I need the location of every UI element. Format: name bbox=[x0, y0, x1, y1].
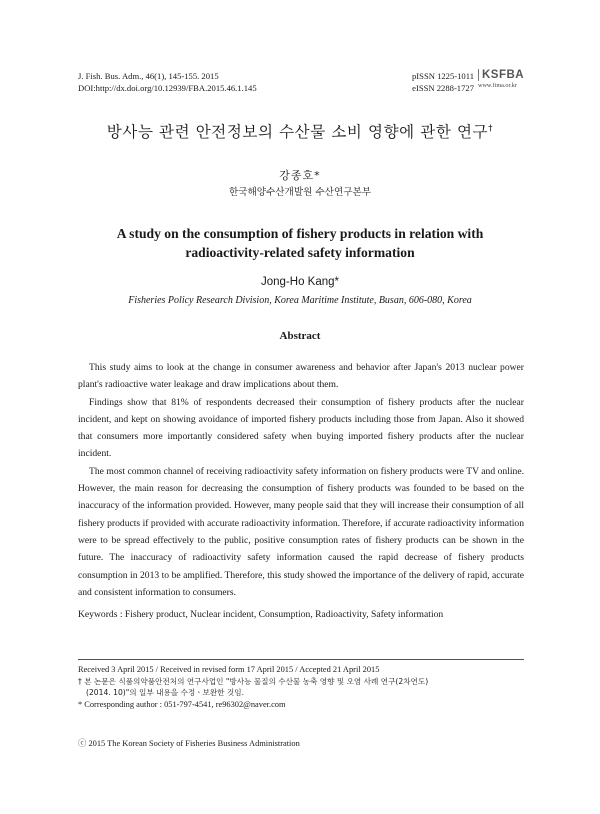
received-dates: Received 3 April 2015 / Received in revised form 17 April 2015 / Accepted 21 April 2015 bbox=[78, 665, 380, 674]
copyright: ⓒ 2015 The Korean Society of Fisheries Business Administration bbox=[78, 739, 300, 748]
english-affiliation: Fisheries Policy Research Division, Korea Maritime Institute, Busan, 606-080, Korea bbox=[128, 295, 472, 306]
abstract-paragraph: This study aims to look at the change in consumer awareness and behavior after Japan's 2013 nuclear power plant's radioactive water leakage and draw implications about them. bbox=[78, 362, 524, 391]
english-title-line2: radioactivity-related safety information bbox=[185, 245, 415, 260]
english-title bbox=[0, 224, 600, 262]
funding-note-line1: † 본 논문은 식품의약품안전처의 연구사업인 "방사능 물질의 수산물 농축 영향 및 오염 사례 연구(2차연도) bbox=[78, 676, 429, 686]
logo-url[interactable]: www.fima.or.kr bbox=[478, 82, 517, 89]
english-author: Jong-Ho Kang* bbox=[261, 276, 339, 288]
society-logo bbox=[478, 69, 524, 90]
footnote-divider bbox=[78, 659, 524, 660]
english-title-line1: A study on the consumption of fishery products in relation with bbox=[116, 226, 484, 241]
funding-note-line2: (2014. 10)"의 일부 내용을 수정ㆍ보완한 것임. bbox=[86, 688, 244, 698]
korean-title bbox=[0, 120, 600, 142]
abstract-paragraph: The most common channel of receiving radioactivity safety information on fishery products were TV and online. However, the main reason for decreasing the consumption of fishery products was founded to be based on the inaccuracy of the information provided. However, many people said that they will increase their consumption of all fishery products if provided with accurate radioactivity information. Therefore, if accurate radioactivity information were to be spread effectively to the public, positive consumption rates of fishery products can be shown in the future. The inaccuracy of radioactivity safety information caused the rapid decrease of fishery products consumption in 2013 to be amplified. Therefore, this study showed the importance of the delivery of rapid, accurate and consistent information to consumers. bbox=[78, 465, 524, 598]
logo-text: KSFBA bbox=[478, 69, 524, 81]
keywords: Keywords : Fishery product, Nuclear incident, Consumption, Radioactivity, Safety information bbox=[78, 609, 444, 620]
abstract-body bbox=[78, 359, 524, 601]
abstract-heading: Abstract bbox=[279, 330, 321, 342]
title-dagger-mark: † bbox=[488, 123, 494, 134]
korean-affiliation: 한국해양수산개발원 수산연구본부 bbox=[228, 187, 372, 198]
doi-link[interactable]: DOI:http://dx.doi.org/10.12939/FBA.2015.46.1.145 bbox=[78, 83, 257, 93]
korean-title-text: 방사능 관련 안전정보의 수산물 소비 영향에 관한 연구 bbox=[106, 123, 489, 141]
pissn: pISSN 1225-1011 bbox=[412, 71, 474, 81]
korean-author: 강종호* bbox=[279, 169, 321, 182]
eissn: eISSN 2288-1727 bbox=[412, 83, 474, 93]
journal-header-left bbox=[78, 70, 257, 94]
journal-citation: J. Fish. Bus. Adm., 46(1), 145-155. 2015 bbox=[78, 71, 219, 81]
abstract-paragraph: Findings show that 81% of respondents decreased their consumption of fishery products after the nuclear incident, and kept on showing avoidance of imported fishery products including those from Japan. Also it showed that consumers more importantly considered safety when buying imported fishery products after the nuclear incident. bbox=[78, 396, 524, 460]
journal-header-right bbox=[389, 70, 474, 94]
corresponding-author: * Corresponding author : 051-797-4541, re96302@naver.com bbox=[78, 699, 286, 709]
footnotes bbox=[78, 664, 524, 710]
